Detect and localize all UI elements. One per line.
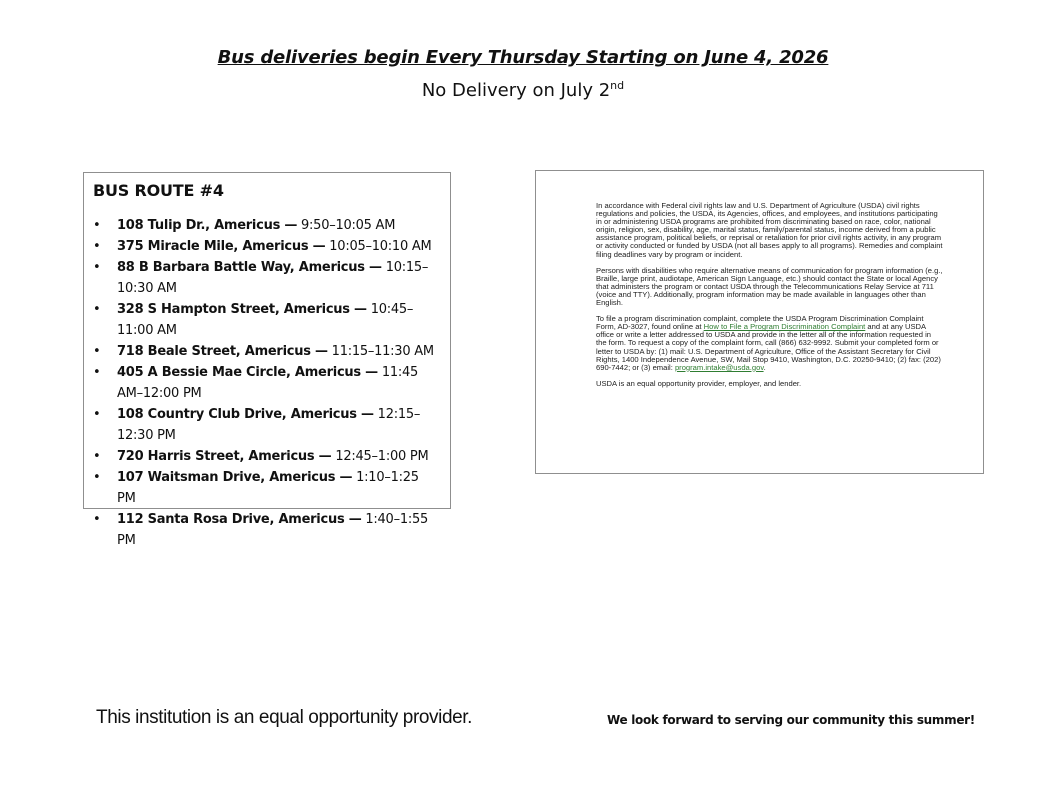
complaint-text-start: To file a program discrimination complaint, complete the USDA Program Discrimination Complaint Form, AD-3027, found online at [596, 314, 924, 332]
stop-time: 12:45–1:00 PM [335, 449, 429, 464]
no-delivery-text: No Delivery on July 2 [421, 80, 611, 101]
no-delivery-notice [0, 79, 1046, 101]
page-title: Bus deliveries begin Every Thursday Starting on June 4, 2026 [217, 47, 829, 68]
complaint-form-link[interactable]: How to File a Program Discrimination Complaint [703, 322, 866, 332]
stop-address: 107 Waitsman Drive, Americus — [117, 470, 353, 485]
bullet-icon: • [93, 470, 101, 485]
bullet-icon: • [93, 344, 101, 359]
equal-opportunity-paragraph: USDA is an equal opportunity provider, employer, and lender. [596, 378, 802, 388]
complaint-text-middle: and at any USDA office or write a letter addressed to USDA and provide in the letter all of the information requested in the form. To request a copy of the complaint form, call (866) 632-9992. Submit your completed form or letter to USDA by: (1) mail: U.S. Department of Agriculture, Office of the Assistant Secretary for Civil Rights, 1400 Independence Avenue, SW, Mail Stop 9410, Washington, D.C. 20250-9410; (2) fax: (202) 690-7442; or (3) email: [596, 322, 941, 372]
list-item [93, 509, 440, 551]
stop-address: 405 A Bessie Mae Circle, Americus — [117, 365, 378, 380]
bullet-icon: • [93, 365, 101, 380]
bus-route-box [83, 172, 451, 548]
stop-time: 10:45–11:00 AM [117, 302, 414, 338]
bullet-icon: • [93, 512, 101, 527]
list-item [93, 215, 440, 236]
stop-address: 718 Beale Street, Americus — [117, 344, 328, 359]
usda-nondiscrimination-notice [535, 170, 984, 474]
bullet-icon: • [93, 239, 101, 254]
list-item [93, 467, 440, 509]
stop-address: 108 Tulip Dr., Americus — [117, 218, 298, 233]
stop-time: 12:15–12:30 PM [117, 407, 421, 443]
list-item [93, 446, 440, 467]
complaint-text-end: . [763, 362, 766, 372]
stop-address: 720 Harris Street, Americus — [117, 449, 332, 464]
disabilities-paragraph: Persons with disabilities who require alternative means of communication for program information (e.g., Braille, large print, audiotape, American Sign Language, etc.) should contact the State or local Agency that administers the program or contact USDA through the Telecommunications Relay Service at 711 (voice and TTY). Additionally, program information may be made available in languages other than English. [596, 265, 943, 308]
bullet-icon: • [93, 302, 101, 317]
stop-address: 108 Country Club Drive, Americus — [117, 407, 374, 422]
stop-time: 1:10–1:25 PM [117, 470, 419, 506]
civil-rights-paragraph: In accordance with Federal civil rights law and U.S. Department of Agriculture (USDA) civil rights regulations and policies, the USDA, its Agencies, offices, and employees, and institutions participating in or administering USDA programs are prohibited from discriminating based on race, color, national origin, religion, sex, disability, age, marital status, family/parental status, income derived from a public assistance program, political beliefs, or reprisal or retaliation for prior civil rights activity, in any program or activity conducted or funded by USDA (not all bases apply to all programs). Remedies and complaint filing deadlines vary by program or incident. [596, 201, 943, 259]
equal-opportunity-statement: This institution is an equal opportunity provider. [96, 707, 473, 728]
stop-time: 11:45 AM–12:00 PM [117, 365, 419, 401]
stop-address: 112 Santa Rosa Drive, Americus — [117, 512, 362, 527]
bullet-icon: • [93, 407, 101, 422]
list-item [93, 257, 440, 299]
ordinal-suffix: nd [610, 79, 625, 92]
bullet-icon: • [93, 260, 101, 275]
stop-time: 10:05–10:10 AM [329, 239, 432, 254]
email-link[interactable]: program.intake@usda.gov [674, 362, 764, 372]
list-item [93, 236, 440, 257]
bullet-icon: • [93, 218, 101, 233]
stop-address: 88 B Barbara Battle Way, Americus — [117, 260, 382, 275]
stop-time: 11:15–11:30 AM [331, 344, 434, 359]
route-heading: BUS ROUTE #4 [93, 181, 224, 200]
stop-address: 375 Miracle Mile, Americus — [117, 239, 326, 254]
list-item [93, 404, 440, 446]
stop-time: 9:50–10:05 AM [301, 218, 396, 233]
list-item [93, 362, 440, 404]
complaint-paragraph [596, 315, 943, 372]
stop-list [93, 215, 440, 551]
list-item [93, 299, 440, 341]
stop-time: 1:40–1:55 PM [117, 512, 429, 548]
stop-time: 10:15–10:30 AM [117, 260, 429, 296]
list-item [93, 341, 440, 362]
stop-address: 328 S Hampton Street, Americus — [117, 302, 367, 317]
bullet-icon: • [93, 449, 101, 464]
community-message: We look forward to serving our community this summer! [607, 713, 975, 727]
